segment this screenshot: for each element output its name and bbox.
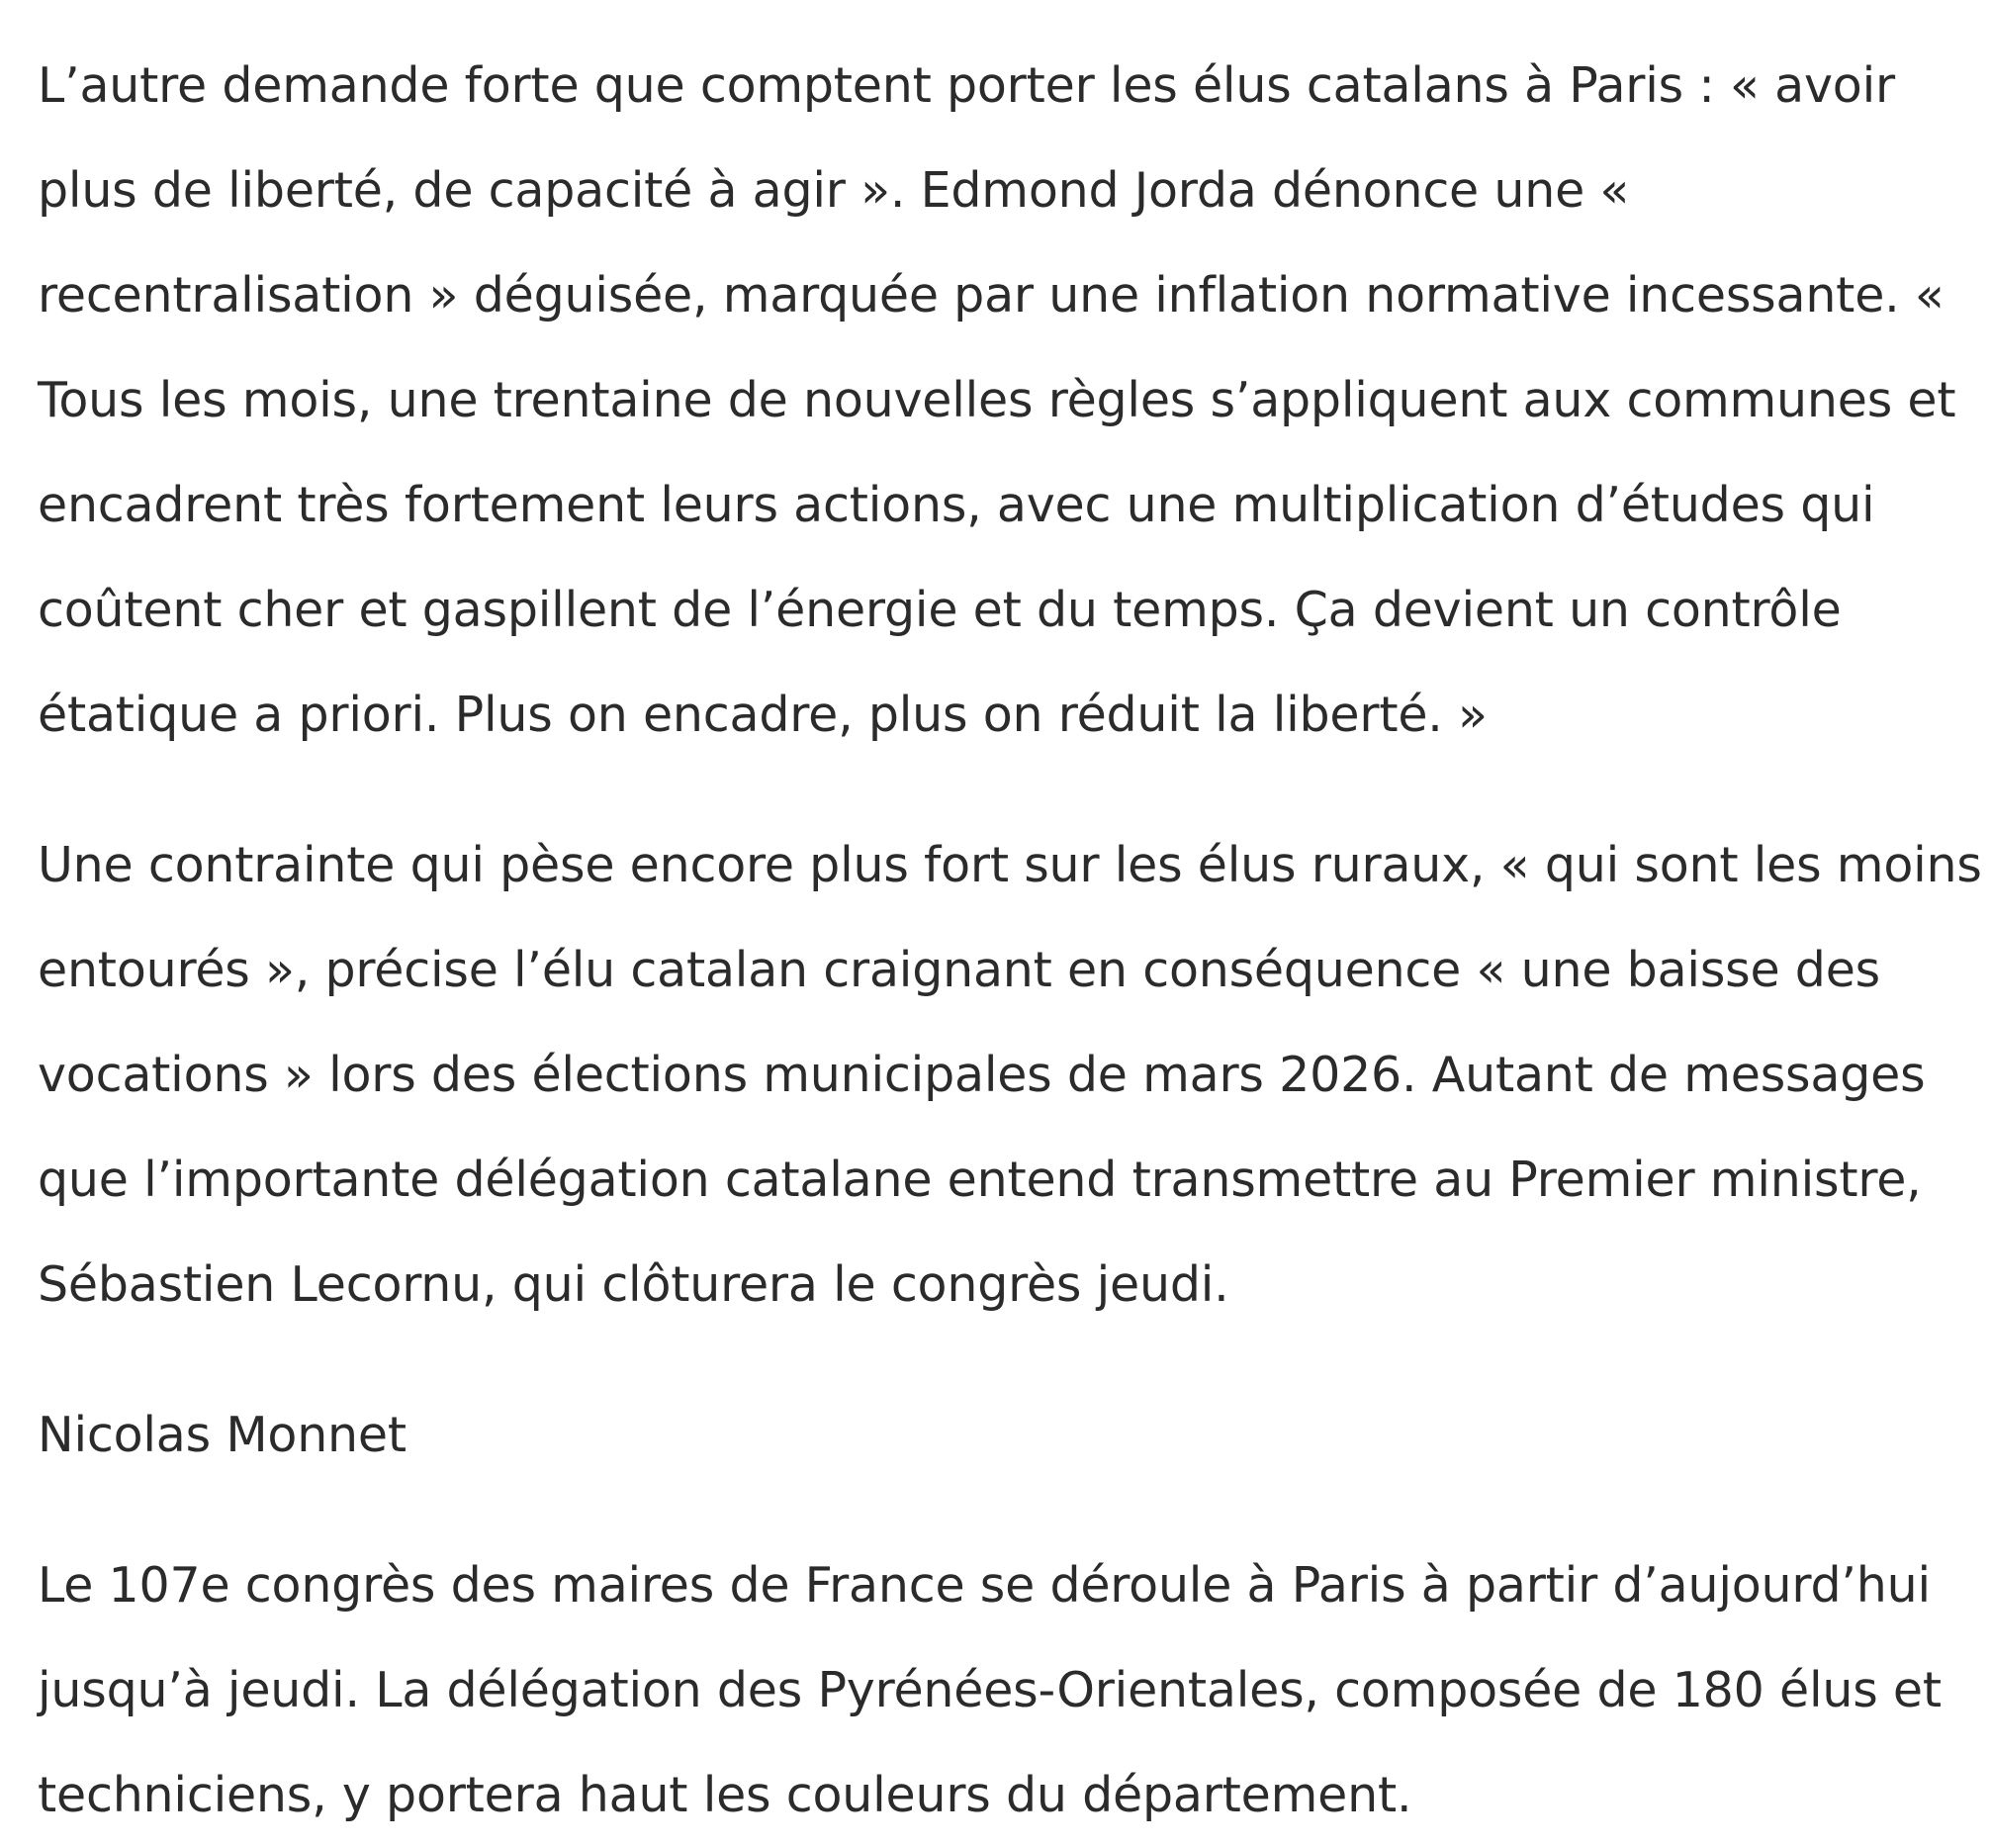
text-line: Sébastien Lecornu, qui clôturera le congrès jeudi. (38, 1256, 1229, 1313)
text-line: plus de liberté, de capacité à agir ». Edmond Jorda dénonce une « (38, 162, 1630, 219)
text-line: coûtent cher et gaspillent de l’énergie et du temps. Ça devient un contrôle (38, 582, 1842, 638)
text-line: Tous les mois, une trentaine de nouvelles règles s’appliquent aux communes et (38, 372, 1956, 428)
paragraph-3 (38, 1533, 1976, 1848)
text-line: jusqu’à jeudi. La délégation des Pyrénées-Orientales, composée de 180 élus et (38, 1662, 1942, 1718)
text-line: que l’importante délégation catalane entend transmettre au Premier ministre, (38, 1152, 1922, 1208)
author-name: Nicolas Monnet (38, 1407, 407, 1463)
paragraph-1 (38, 34, 1976, 768)
text-line: encadrent très fortement leurs actions, avec une multiplication d’études qui (38, 477, 1875, 533)
text-line: techniciens, y portera haut les couleurs du département. (38, 1767, 1412, 1823)
text-line: Une contrainte qui pèse encore plus fort sur les élus ruraux, « qui sont les moins (38, 837, 1982, 893)
text-line: vocations » lors des élections municipales de mars 2026. Autant de messages (38, 1047, 1926, 1103)
text-line: recentralisation » déguisée, marquée par une inflation normative incessante. « (38, 267, 1945, 323)
text-line: étatique a priori. Plus on encadre, plus on réduit la liberté. » (38, 687, 1488, 743)
text-line: L’autre demande forte que comptent porter les élus catalans à Paris : « avoir (38, 57, 1895, 114)
text-line: entourés », précise l’élu catalan craignant en conséquence « une baisse des (38, 942, 1880, 998)
article-body (38, 34, 1982, 1848)
text-line: Le 107e congrès des maires de France se déroule à Paris à partir d’aujourd’hui (38, 1557, 1931, 1614)
paragraph-2 (38, 813, 1982, 1338)
author-byline (38, 1383, 1976, 1488)
